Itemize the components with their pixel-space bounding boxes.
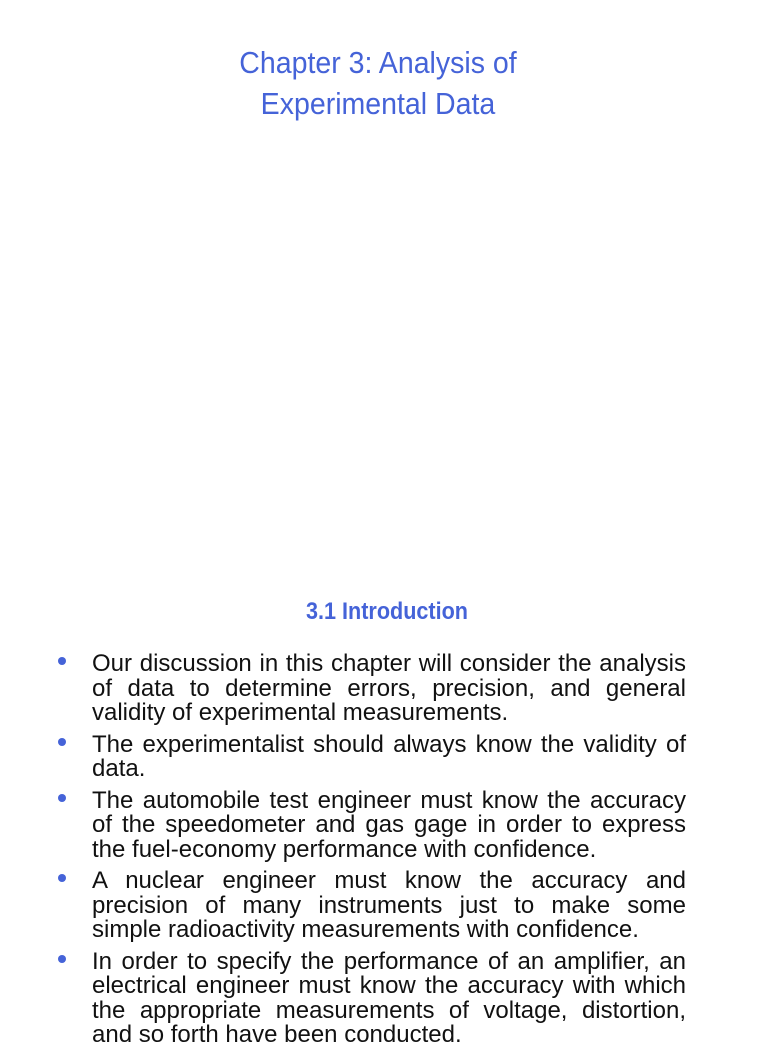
bullet-item bbox=[56, 730, 686, 782]
bullet-icon bbox=[58, 794, 66, 802]
bullet-text: In order to specify the performance of an amplifier, an electrical engineer must know the accuracy with which the appropriate measurements of voltage, distortion, and so forth have been conducted. bbox=[92, 947, 686, 1048]
bullet-text: The experimentalist should always know the validity of data. bbox=[92, 730, 686, 782]
bullet-item bbox=[56, 786, 686, 863]
bullet-text: A nuclear engineer must know the accuracy and precision of many instruments just to make some simple radioactivity measurements with confidence. bbox=[92, 867, 686, 943]
chapter-title bbox=[30, 42, 726, 124]
chapter-title-line-2: Experimental Data bbox=[260, 86, 496, 121]
bullet-item bbox=[56, 652, 686, 726]
bullet-item bbox=[56, 947, 686, 1048]
bullet-icon bbox=[58, 955, 66, 963]
chapter-title-line-1: Chapter 3: Analysis of bbox=[239, 45, 517, 80]
bullet-text: The automobile test engineer must know the accuracy of the speedometer and gas gage in order to express the fuel-economy performance with confidence. bbox=[92, 786, 686, 863]
section-heading: 3.1 Introduction bbox=[306, 598, 468, 625]
bullet-item bbox=[56, 869, 686, 943]
bullet-icon bbox=[58, 874, 66, 882]
bullet-list bbox=[56, 652, 686, 1055]
bullet-icon bbox=[58, 657, 66, 665]
bullet-text: Our discussion in this chapter will consider the analysis of data to determine errors, precision, and general validity of experimental measurements. bbox=[92, 650, 686, 726]
bullet-icon bbox=[58, 738, 66, 746]
